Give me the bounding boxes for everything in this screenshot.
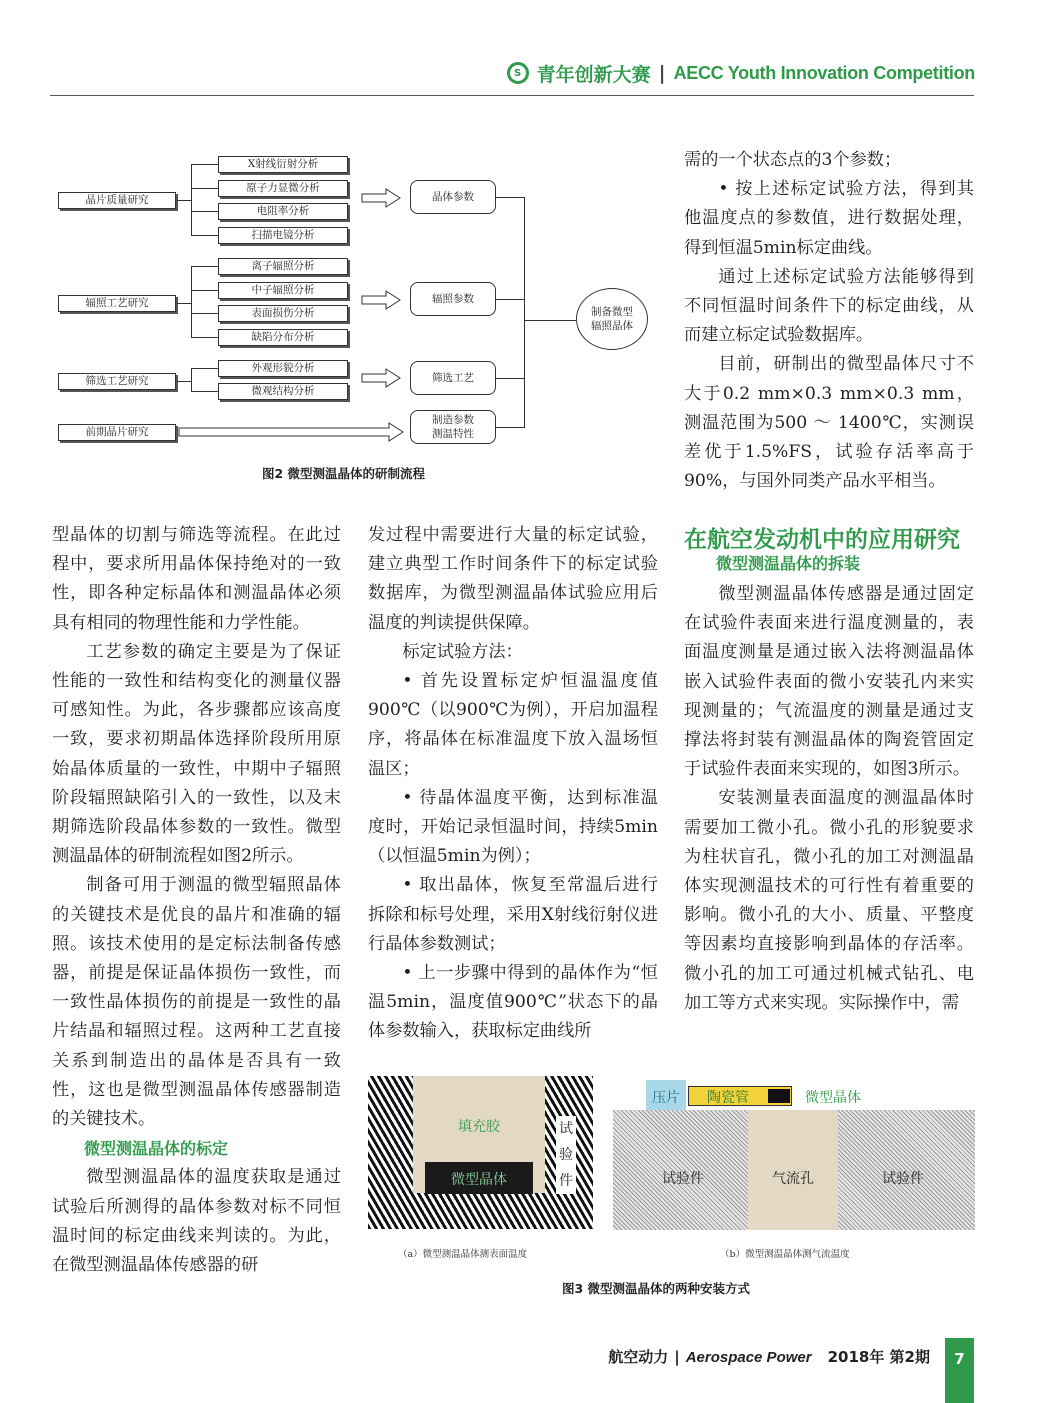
bullet-item: • 待晶体温度平衡，达到标准温度时，开始记录恒温时间，持续5min（以恒温5min为例）； bbox=[368, 787, 658, 867]
analysis-defect-distribution: 缺陷分布分析 bbox=[218, 329, 348, 346]
header-separator: | bbox=[658, 62, 666, 84]
column-3 bbox=[684, 526, 974, 1018]
arrow-right-icon bbox=[360, 367, 402, 389]
competition-logo-icon: S bbox=[507, 62, 529, 84]
paragraph: 目前，研制出的微型晶体尺寸不大于0.2 mm×0.3 mm×0.3 mm，测温范围为500 ～ 1400℃，实测误差优于1.5%FS，试验存活率高于90%，与国外同类产品水平相当。 bbox=[684, 354, 974, 492]
left-box-screening: 筛选工艺研究 bbox=[58, 373, 176, 390]
paragraph: 标定试验方法： bbox=[402, 641, 523, 662]
paragraph: 通过上述标定试验方法能够得到不同恒温时间条件下的标定曲线，从而建立标定试验数据库。 bbox=[684, 266, 974, 346]
analysis-neutron-irradiation: 中子辐照分析 bbox=[218, 282, 348, 299]
bullet-item: • 上一步骤中得到的晶体作为“恒温5min，温度值900℃”状态下的晶体参数输入，获取标定曲线所 bbox=[368, 963, 658, 1042]
subheading-calibration: 微型测温晶体的标定 bbox=[84, 1139, 229, 1159]
paragraph: 安装测量表面温度的测温晶体时需要加工微小孔。微小孔的形貌要求为柱状盲孔，微小孔的加工对测温晶体实现测温技术的可行性有着重要的影响。微小孔的大小、质量、平整度等因素均直接影响到晶体的存活率。微小孔的加工可通过机械式钻孔、电加工等方式来实现。实际操作中，需 bbox=[684, 788, 974, 1013]
figure-2-caption: 图2 微型测温晶体的研制流程 bbox=[262, 466, 426, 481]
arrow-right-icon bbox=[360, 289, 402, 311]
paragraph: 型晶体的切割与筛选等流程。在此过程中，要求所用晶体保持绝对的一致性，即各种定标晶体和测温晶体必须具有相同的物理性能和力学性能。 bbox=[52, 525, 341, 633]
label-ceramic-tube: 陶瓷管 bbox=[707, 1090, 749, 1106]
bullet-item: • 按上述标定试验方法，得到其他温度点的参数值，进行数据处理，得到恒温5min标定曲线。 bbox=[684, 179, 974, 258]
figure-3b-caption: （b）微型测温晶体测气流温度 bbox=[720, 1249, 850, 1260]
section-title: 在航空发动机中的应用研究 bbox=[684, 527, 960, 553]
label-specimen: 试 验 件 bbox=[556, 1116, 576, 1194]
analysis-appearance: 外观形貌分析 bbox=[218, 360, 348, 377]
footer-separator: | bbox=[674, 1348, 680, 1366]
analysis-ion-irradiation: 离子辐照分析 bbox=[218, 258, 348, 275]
header-title-cn: 青年创新大赛 bbox=[536, 63, 651, 86]
label-specimen-right: 试验件 bbox=[882, 1171, 924, 1187]
label-pressing-plate: 压片 bbox=[652, 1090, 680, 1106]
left-box-irradiation: 辐照工艺研究 bbox=[58, 295, 176, 312]
paragraph: 微型测温晶体传感器是通过固定在试验件表面来进行温度测量的，表面温度测量是通过嵌入法将测温晶体嵌入试验件表面的微小安装孔内来实现测量的；气流温度的测量是通过支撑法将封装有测温晶体的陶瓷管固定于试验件表面来实现的，如图3所示。 bbox=[684, 584, 974, 780]
column-2 bbox=[368, 521, 658, 1047]
figure-2-flowchart bbox=[50, 145, 660, 485]
right-column-top bbox=[684, 146, 974, 496]
result-crystal-params: 晶体参数 bbox=[410, 180, 496, 214]
figure-3-caption: 图3 微型测温晶体的两种安装方式 bbox=[562, 1281, 751, 1296]
bullet-item: • 取出晶体，恢复至常温后进行拆除和标号处理，采用X射线衍射仪进行晶体参数测试； bbox=[368, 875, 658, 954]
header-title-en: AECC Youth Innovation Competition bbox=[673, 62, 975, 83]
page-number: 7 bbox=[945, 1338, 974, 1403]
paragraph: 制备可用于测温的微型辐照晶体的关键技术是优良的晶片和准确的辐照。该技术使用的是定标法制备传感器，前提是保证晶体损伤一致性，而一致性晶体损伤的前提是一致性的晶片结晶和辐照过程。这两种工艺直接关系到制造出的晶体是否具有一致性，这也是微型测温晶体传感器制造的关键技术。 bbox=[52, 875, 341, 1130]
arrow-right-icon bbox=[360, 187, 402, 209]
result-irradiation-params: 辐照参数 bbox=[410, 282, 496, 316]
left-box-wafer-quality: 晶片质量研究 bbox=[58, 192, 176, 209]
result-manufacturing-params: 制造参数 测温特性 bbox=[410, 410, 496, 444]
paragraph: 微型测温晶体的温度获取是通过试验后所测得的晶体参数对标不同恒温时间的标定曲线来判读的。为此，在微型测温晶体传感器的研 bbox=[52, 1167, 341, 1276]
label-micro-crystal-b: 微型晶体 bbox=[805, 1090, 861, 1106]
header-rule bbox=[50, 95, 974, 96]
paragraph: 发过程中需要进行大量的标定试验，建立典型工作时间条件下的标定试验数据库，为微型测温晶体试验应用后温度的判读提供保障。 bbox=[368, 525, 658, 633]
micro-crystal-in-tube bbox=[768, 1089, 790, 1103]
analysis-sem: 扫描电镜分析 bbox=[218, 227, 348, 244]
arrow-right-long-icon bbox=[177, 421, 405, 443]
paragraph: 需的一个状态点的3个参数； bbox=[684, 150, 902, 170]
bullet-item: • 首先设置标定炉恒温温度值900℃（以900℃为例），开启加温程序，将晶体在标准温度下放入温场恒温区； bbox=[368, 671, 658, 779]
running-header bbox=[507, 60, 975, 86]
label-filler-glue: 填充胶 bbox=[458, 1119, 500, 1135]
figure-3a-surface-temperature bbox=[368, 1076, 593, 1229]
journal-name-en: Aerospace Power bbox=[685, 1349, 812, 1366]
figure-3a-caption: （a）微型测温晶体测表面温度 bbox=[398, 1249, 528, 1260]
subheading-installation: 微型测温晶体的拆装 bbox=[716, 554, 861, 573]
label-airflow-hole: 气流孔 bbox=[772, 1171, 814, 1187]
result-screening-process: 筛选工艺 bbox=[410, 361, 496, 395]
analysis-afm: 原子力显微分析 bbox=[218, 180, 348, 197]
issue-label: 2018年 第2期 bbox=[827, 1348, 930, 1366]
column-1 bbox=[52, 521, 341, 1280]
label-micro-crystal: 微型晶体 bbox=[451, 1172, 507, 1188]
analysis-surface-damage: 表面损伤分析 bbox=[218, 305, 348, 322]
analysis-resistivity: 电阻率分析 bbox=[218, 203, 348, 220]
paragraph: 工艺参数的确定主要是为了保证性能的一致性和结构变化的测量仪器可感知性。为此，各步骤都应该高度一致，要求初期晶体选择阶段所用原始晶体质量的一致性，中期中子辐照阶段辐照缺陷引入的一致性，以及末期筛选阶段晶体参数的一致性。微型测温晶体的研制流程如图2所示。 bbox=[52, 641, 341, 867]
label-specimen-left: 试验件 bbox=[662, 1171, 704, 1187]
figure-3b-airflow-temperature bbox=[613, 1110, 975, 1230]
journal-name-cn: 航空动力 bbox=[608, 1348, 669, 1366]
final-micro-irradiated-crystal: 制备微型 辐照晶体 bbox=[576, 288, 648, 350]
analysis-xrd: X射线衍射分析 bbox=[218, 156, 348, 173]
left-box-early-wafer: 前期晶片研究 bbox=[58, 424, 176, 441]
footer bbox=[608, 1346, 930, 1367]
analysis-microstructure: 微观结构分析 bbox=[218, 383, 348, 400]
